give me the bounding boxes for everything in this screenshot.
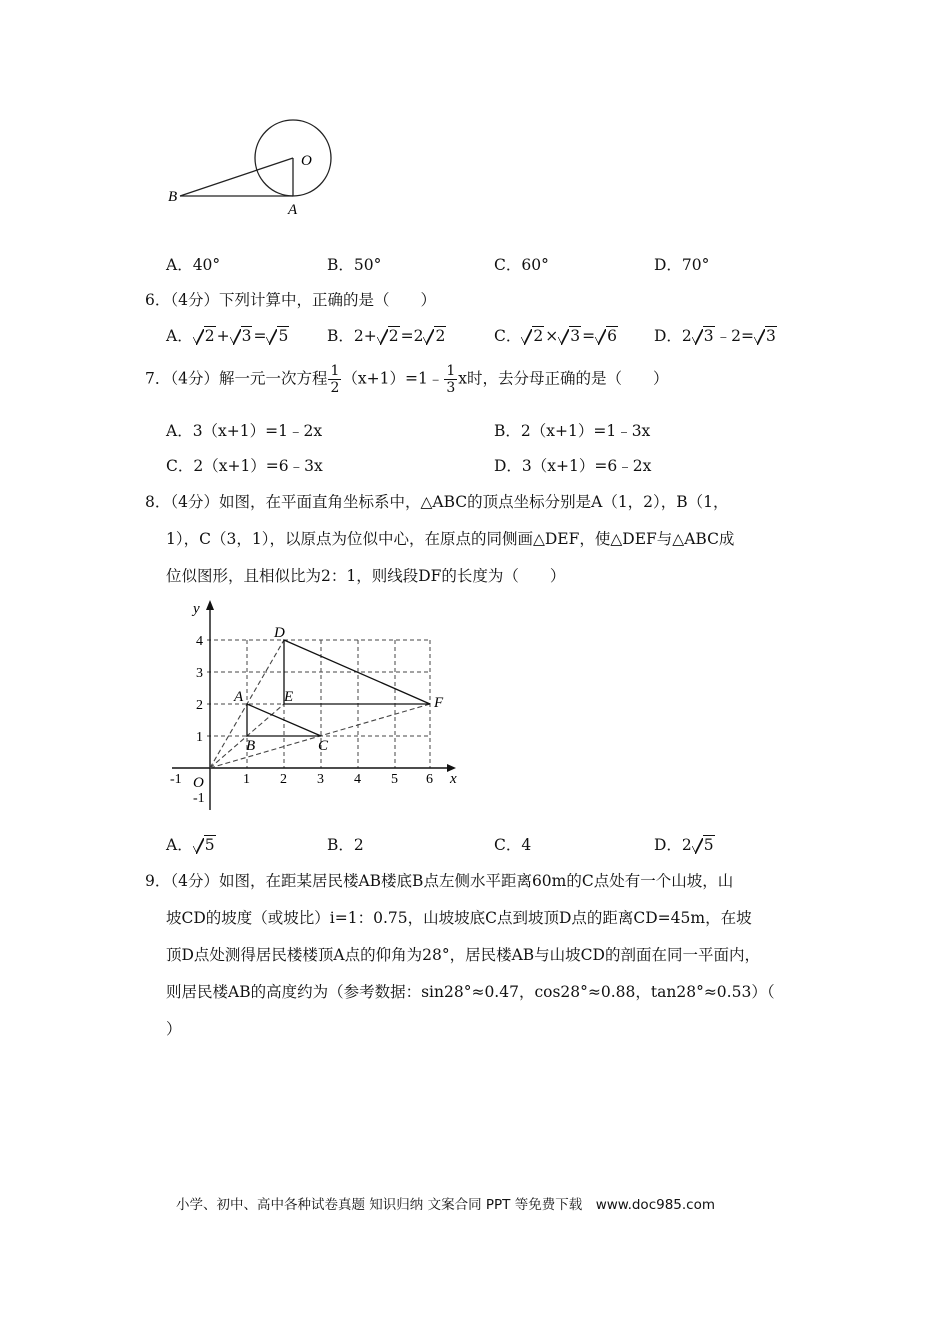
segment-bo xyxy=(180,158,293,196)
x-tick-4: 4 xyxy=(354,772,361,787)
q5-option-c: C．60° xyxy=(494,256,549,274)
fraction-one-half: $\frac{1}{2}$ xyxy=(330,363,340,396)
q8-line-1: 8．（4分）如图，在平面直角坐标系中，△ABC的顶点坐标分别是A（1，2），B（1， xyxy=(145,493,729,511)
q8-line-2: 1），C（3，1），以原点为位似中心，在原点的同侧画△DEF，使△DEF与△ABC成 xyxy=(166,530,735,548)
label-point-c: C xyxy=(318,738,329,754)
q8-option-a: A． 5 xyxy=(166,836,215,854)
q7-option-b: B．2（x+1）=1﹣3x xyxy=(494,422,651,440)
q7-option-a: A．3（x+1）=1﹣2x xyxy=(166,422,323,440)
x-tick-5: 5 xyxy=(391,772,398,787)
label-point-f: F xyxy=(434,695,444,711)
q6-stem: 6．（4分）下列计算中，正确的是（ ） xyxy=(145,291,436,309)
label-point-e: E xyxy=(284,689,294,705)
x-tick-3: 3 xyxy=(317,772,324,787)
q6-option-b: B．2+ 2 =2 2 xyxy=(327,327,446,345)
axis-label-y: y xyxy=(193,601,200,617)
q5-option-b: B．50° xyxy=(327,256,382,274)
q8-option-c: C．4 xyxy=(494,836,532,854)
q9-line-4: 则居民楼AB的高度约为（参考数据：sin28°≈0.47，cos28°≈0.88，tan28°≈0.53）（ xyxy=(166,983,775,1001)
q6-option-a: A． 2 + 3 = 5 xyxy=(166,327,289,345)
figure-coordinate-grid xyxy=(160,595,470,815)
y-tick-3: 3 xyxy=(196,666,203,681)
x-tick-6: 6 xyxy=(426,772,433,787)
y-tick-1: 1 xyxy=(196,730,203,745)
q8-line-3: 位似图形，且相似比为2：1，则线段DF的长度为（ ） xyxy=(166,567,566,585)
q5-option-a: A．40° xyxy=(166,256,221,274)
x-tick-2: 2 xyxy=(280,772,287,787)
q9-line-1: 9．（4分）如图，在距某居民楼AB楼底B点左侧水平距离60m的C点处有一个山坡，山 xyxy=(145,872,734,890)
fraction-one-third: $\frac{1}{3}$ xyxy=(446,363,456,396)
label-b: B xyxy=(168,189,178,205)
q5-option-d: D．70° xyxy=(654,256,710,274)
label-a: A xyxy=(288,202,298,218)
q9-line-3: 顶D点处测得居民楼楼顶A点的仰角为28°，居民楼AB与山坡CD的剖面在同一平面内， xyxy=(166,946,760,964)
q9-line-2: 坡CD的坡度（或坡比）i=1：0.75，山坡坡底C点到坡顶D点的距离CD=45m，在坡 xyxy=(166,909,752,927)
label-point-d: D xyxy=(274,625,285,641)
x-tick-1: 1 xyxy=(243,772,250,787)
q6-option-c: C． 2 × 3 = 6 xyxy=(494,327,617,345)
q7-option-c: C．2（x+1）=6﹣3x xyxy=(166,457,323,475)
label-o: O xyxy=(301,153,312,169)
q8-option-d: D．2 5 xyxy=(654,836,714,854)
y-axis-arrow xyxy=(206,600,214,610)
y-tick-2: 2 xyxy=(196,698,203,713)
q9-line-5: ） xyxy=(166,1020,182,1038)
x-tick-neg1: -1 xyxy=(170,772,182,787)
label-point-a: A xyxy=(234,689,244,705)
label-origin: O xyxy=(193,775,204,791)
q7-option-d: D．3（x+1）=6﹣2x xyxy=(494,457,652,475)
figure-circle-tangent xyxy=(160,115,350,225)
q7-stem: 7．（4分）解一元一次方程 $\frac{1}{2}$ （x+1）=1﹣ $\frac{1}{3}$ x时，去分母正确的是（ ） xyxy=(145,363,669,396)
y-tick-neg1: -1 xyxy=(193,791,205,806)
axis-label-x: x xyxy=(450,771,457,787)
label-point-b: B xyxy=(246,738,256,754)
y-tick-4: 4 xyxy=(196,634,203,649)
q6-option-d: D．2 3 ﹣2= 3 xyxy=(654,327,776,345)
q8-option-b: B．2 xyxy=(327,836,364,854)
page-footer: 小学、初中、高中各种试卷真题 知识归纳 文案合同 PPT 等免费下载 www.doc985.com xyxy=(176,1197,716,1213)
